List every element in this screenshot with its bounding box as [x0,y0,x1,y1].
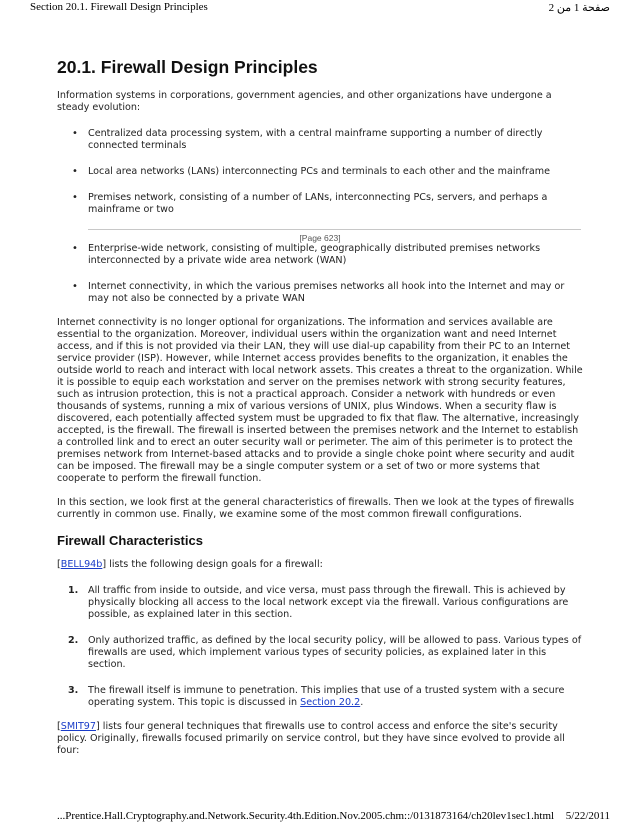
page-marker: [Page 623] [299,233,341,243]
bracket: [ [57,559,61,570]
list-number: 2. [68,635,79,646]
goal-text: All traffic from inside to outside, and vice versa, must pass through the firewall. This is achieved by physically blocking all access to the local network except via the firewall. Various configurations are possible, as explained later in this section. [88,585,569,620]
list-item [57,635,583,671]
bell94b-link[interactable]: BELL94b [60,559,103,570]
evolution-list-part2 [57,243,583,305]
header-section-title: Section 20.1. Firewall Design Principles [30,1,208,13]
header-page-count: صفحة 1 من 2 [548,2,610,14]
list-item: • Centralized data processing system, with a central mainframe supporting a number of directly connected terminals [57,128,583,152]
list-item: • Internet connectivity, in which the various premises networks all hook into the Internet and may or may not also be connected by a private WAN [57,281,583,305]
list-item: • Premises network, consisting of a number of LANs, interconnecting PCs, servers, and perhaps a mainframe or two [57,192,583,216]
list-item: • Enterprise-wide network, consisting of multiple, geographically distributed premises networks interconnected by a private wide area network (WAN) [57,243,583,267]
list-number: 1. [68,585,79,596]
evolution-list-part1 [57,128,583,216]
list-item [57,685,583,709]
list-item [57,585,583,621]
footer-date: 5/22/2011 [565,810,610,822]
page-break-rule [88,229,581,230]
document-body [57,56,583,757]
intro-paragraph: Information systems in corporations, government agencies, and other organizations have undergone a steady evolution: [57,90,552,113]
smit-paragraph [57,721,583,757]
smit97-link[interactable]: SMIT97 [60,721,97,732]
list-number: 3. [68,685,79,696]
page-title: 20.1. Firewall Design Principles [57,57,318,77]
bracket: [ [57,721,61,732]
page-header [0,0,638,16]
footer-source-path: ...Prentice.Hall.Cryptography.and.Network.Security.4th.Edition.Nov.2005.chm::/0131873164/ch20lev1sec1.html [57,810,555,822]
bell-paragraph-text: ] lists the following design goals for a firewall: [102,559,323,570]
section-overview-paragraph: In this section, we look first at the general characteristics of firewalls. Then we look at the types of firewalls currently in common use. Finally, we examine some of the most common firewall configurations. [57,497,575,520]
bell-paragraph [57,559,583,571]
connectivity-paragraph: Internet connectivity is no longer optional for organizations. The information and services available are essential to the organization. Moreover, individual users within the organization want and need Internet access, and if this is not provided via their LAN, they will use dial-up capability from their PC to an Internet service provider (ISP). However, while Internet access provides benefits to the organization, it enables the outside world to reach and interact with local network assets. This creates a threat to the organization. While it is possible to equip each workstation and server on the premises network with strong security features, such as intrusion protection, this is not a practical approach. Consider a network with hundreds or even thousands of systems, running a mix of various versions of UNIX, plus Windows. When a security flaw is discovered, each potentially affected system must be upgraded to fix that flaw. The alternative, increasingly accepted, is the firewall. The firewall is inserted between the premises network and the Internet to establish a controlled link and to erect an outer security wall or perimeter. The aim of this perimeter is to protect the premises network from Internet-based attacks and to provide a single choke point where security and audit can be imposed. The firewall may be a single computer system or a set of two or more systems that cooperate to perform the firewall function. [57,317,583,484]
goal-text: The firewall itself is immune to penetration. This implies that use of a trusted system with a secure operating system. This topic is discussed in [88,685,565,708]
smit-paragraph-text: ] lists four general techniques that firewalls use to control access and enforce the site's security policy. Originally, firewalls focused primarily on service control, but they have since evolved to provide all four: [57,721,565,756]
section-heading: Firewall Characteristics [57,533,203,548]
design-goals-list [57,585,583,709]
goal-text-end: . [360,697,364,708]
list-item: • Local area networks (LANs) interconnecting PCs and terminals to each other and the mainframe [57,166,583,178]
goal-text: Only authorized traffic, as defined by the local security policy, will be allowed to pass. Various types of firewalls are used, which implement various types of security policies, as explained later in this section. [88,635,582,670]
section-20-2-link[interactable]: Section 20.2 [300,697,361,708]
page-footer [0,809,638,825]
